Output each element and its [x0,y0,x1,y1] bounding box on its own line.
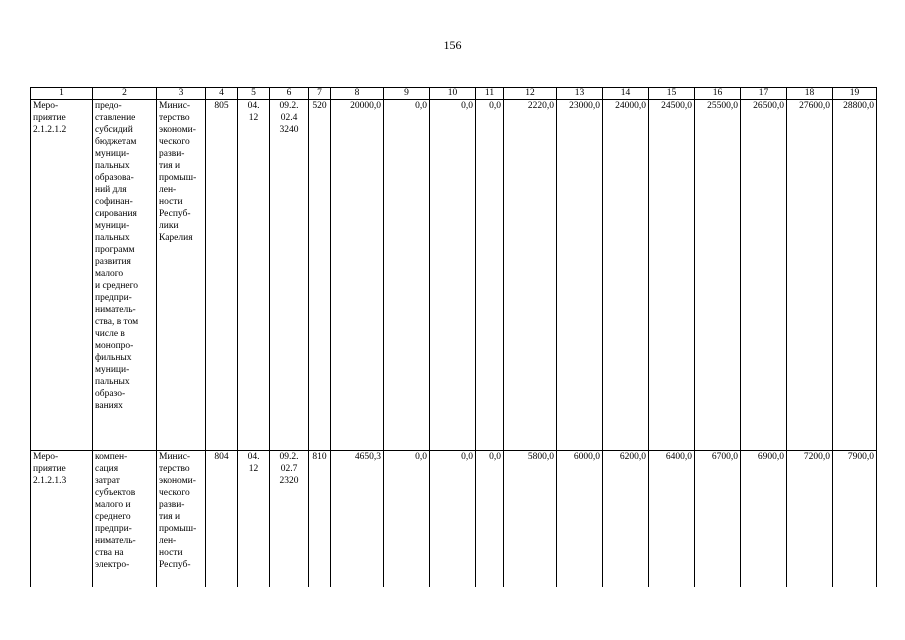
column-header: 4 [206,88,238,100]
column-header: 5 [238,88,270,100]
column-header: 11 [476,88,504,100]
measure-name-cell: Меро- приятие 2.1.2.1.2 [31,100,93,451]
value-cell: 6400,0 [649,451,695,588]
column-header: 8 [331,88,384,100]
page-number: 156 [443,38,462,52]
column-header: 3 [157,88,206,100]
column-header: 18 [787,88,833,100]
executor-cell: Минис- терство экономи- ческого разви- тия и промыш- лен- ности Респуб- [157,451,206,588]
vr-cell: 520 [309,100,331,451]
column-header: 12 [504,88,557,100]
column-header: 6 [270,88,309,100]
value-cell: 6000,0 [557,451,603,588]
table-row [31,451,877,588]
measure-description-cell: предо- ставление субсидий бюджетам муници- пальных образова- ний для софинан- сирования муници- пальных программ развития малого и среднего предпри- ниматель- ства, в том числе в монопро- фильных муници- пальных образо- ваниях [93,100,157,451]
column-header: 13 [557,88,603,100]
value-cell: 6700,0 [695,451,741,588]
column-header: 10 [430,88,476,100]
budget-table [30,87,877,587]
column-header: 9 [384,88,430,100]
value-cell: 23000,0 [557,100,603,451]
column-number-row [31,88,877,100]
measure-description-cell: компен- сация затрат субъектов малого и среднего предпри- ниматель- ства на электро- [93,451,157,588]
rzpr-cell: 04. 12 [238,451,270,588]
value-cell: 7200,0 [787,451,833,588]
value-cell: 6900,0 [741,451,787,588]
column-header: 2 [93,88,157,100]
vr-cell: 810 [309,451,331,588]
measure-name-cell: Меро- приятие 2.1.2.1.3 [31,451,93,588]
value-cell: 24500,0 [649,100,695,451]
value-cell: 0,0 [384,451,430,588]
value-cell: 0,0 [384,100,430,451]
value-cell: 5800,0 [504,451,557,588]
value-cell: 7900,0 [833,451,877,588]
value-cell: 27600,0 [787,100,833,451]
value-cell: 6200,0 [603,451,649,588]
column-header: 16 [695,88,741,100]
csr-cell: 09.2. 02.7 2320 [270,451,309,588]
grbs-cell: 804 [206,451,238,588]
csr-cell: 09.2. 02.4 3240 [270,100,309,451]
value-cell: 0,0 [476,100,504,451]
column-header: 15 [649,88,695,100]
value-cell: 2220,0 [504,100,557,451]
value-cell: 20000,0 [331,100,384,451]
value-cell: 26500,0 [741,100,787,451]
value-cell: 28800,0 [833,100,877,451]
table-row [31,100,877,451]
value-cell: 0,0 [430,451,476,588]
column-header: 1 [31,88,93,100]
value-cell: 0,0 [430,100,476,451]
value-cell: 25500,0 [695,100,741,451]
column-header: 14 [603,88,649,100]
rzpr-cell: 04. 12 [238,100,270,451]
column-header: 17 [741,88,787,100]
value-cell: 0,0 [476,451,504,588]
grbs-cell: 805 [206,100,238,451]
column-header: 19 [833,88,877,100]
value-cell: 24000,0 [603,100,649,451]
value-cell: 4650,3 [331,451,384,588]
column-header: 7 [309,88,331,100]
executor-cell: Минис- терство экономи- ческого разви- тия и промыш- лен- ности Респуб- лики Карелия [157,100,206,451]
